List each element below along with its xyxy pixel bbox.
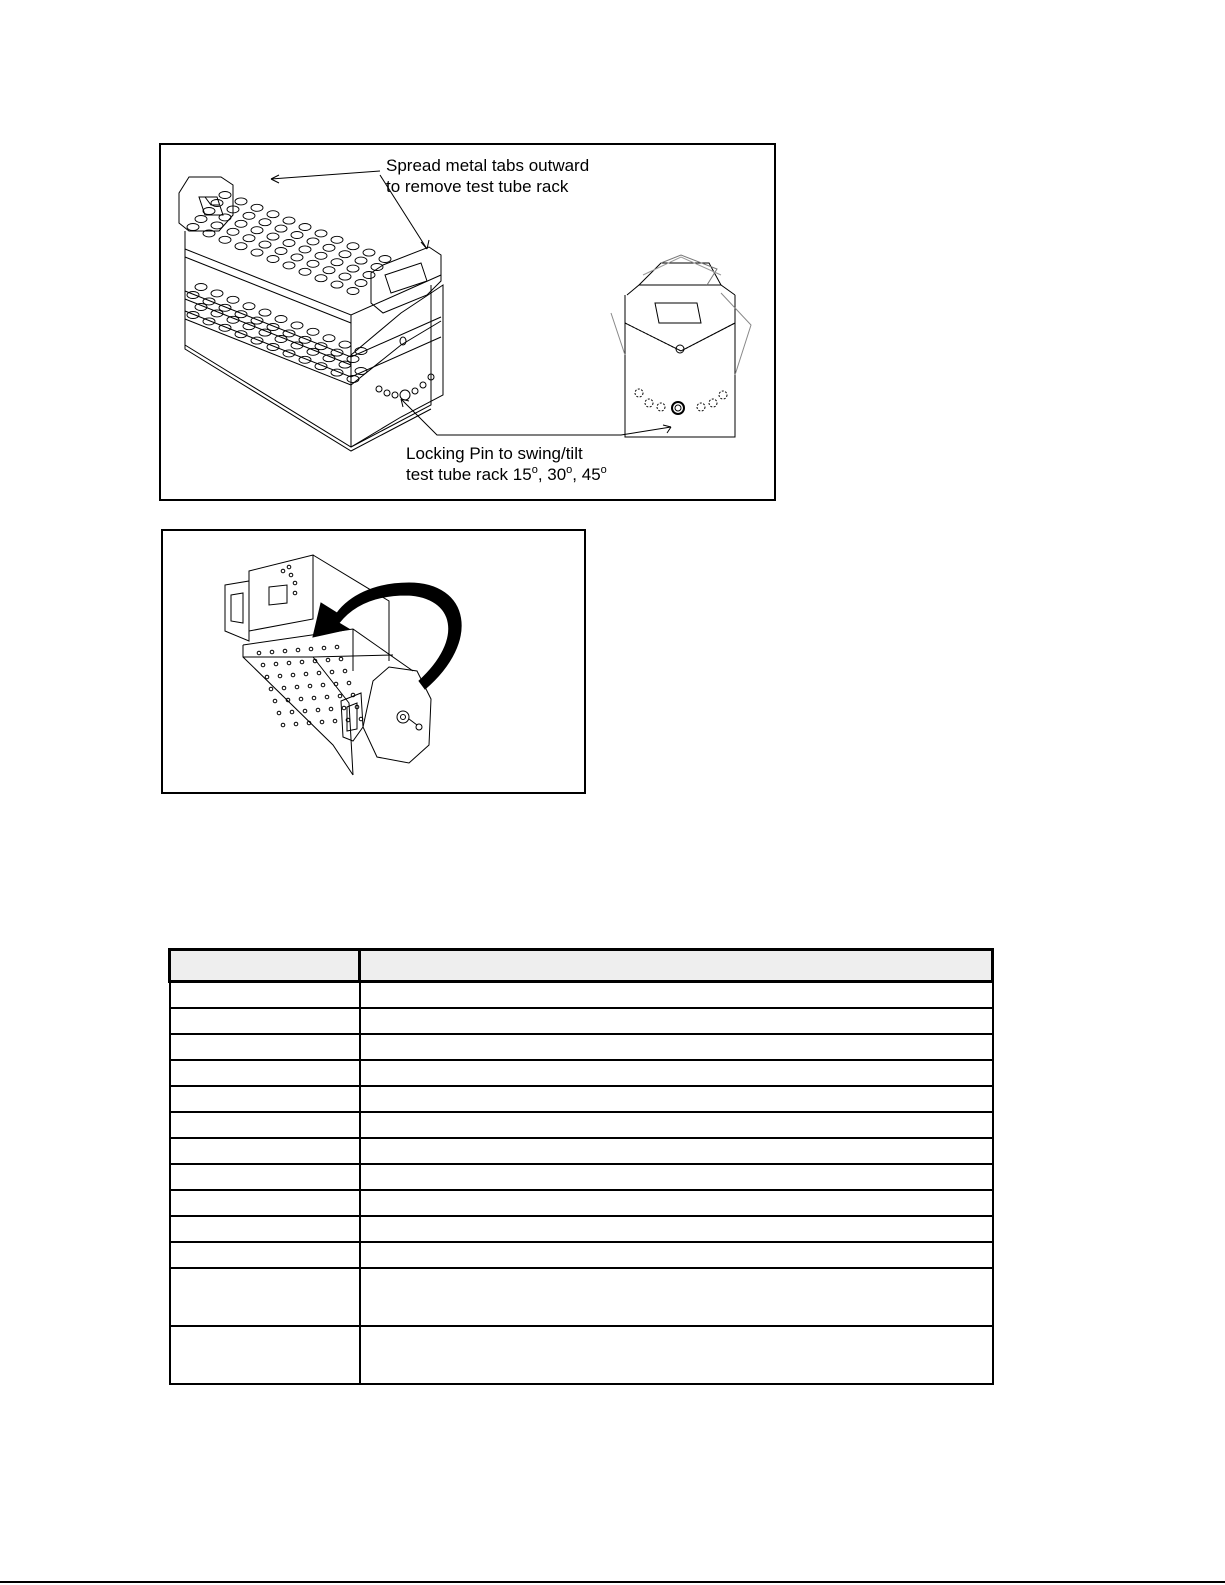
pin-angle-30: , 30 xyxy=(537,465,567,484)
degree-mark: o xyxy=(566,464,573,476)
table-cell xyxy=(170,1138,360,1164)
tray-hole xyxy=(261,663,265,667)
tube-hole xyxy=(299,356,311,363)
tube-hole xyxy=(187,224,199,231)
table-row xyxy=(170,1190,993,1216)
rack-rotation-illustration xyxy=(163,531,584,792)
tube-hole xyxy=(219,192,231,199)
tube-hole xyxy=(275,316,287,323)
tray-hole xyxy=(277,711,281,715)
table-cell xyxy=(170,1216,360,1242)
table-row xyxy=(170,1008,993,1034)
tube-hole xyxy=(307,328,319,335)
tube-hole xyxy=(203,318,215,325)
table-cell xyxy=(360,1164,993,1190)
tray-hole xyxy=(294,722,298,726)
tube-hole xyxy=(211,290,223,297)
tube-hole xyxy=(267,211,279,218)
tube-hole xyxy=(219,236,231,243)
tray-hole xyxy=(278,674,282,678)
tray-hole xyxy=(274,662,278,666)
tube-hole xyxy=(363,272,375,279)
pin-angle-15: test tube rack 15 xyxy=(406,465,532,484)
tray-hole xyxy=(347,681,351,685)
tray-hole xyxy=(312,696,316,700)
table-row xyxy=(170,1034,993,1060)
table-row xyxy=(170,1164,993,1190)
tube-hole xyxy=(307,238,319,245)
tube-hole xyxy=(235,198,247,205)
tray-hole xyxy=(330,670,334,674)
tray-hole xyxy=(322,646,326,650)
tray-hole xyxy=(270,650,274,654)
tube-hole xyxy=(227,296,239,303)
tube-hole xyxy=(251,227,263,234)
tray-hole xyxy=(325,695,329,699)
tray-hole xyxy=(333,719,337,723)
leader-line-tab-back xyxy=(271,171,380,179)
tray-hole xyxy=(257,651,261,655)
pin-hole-arc xyxy=(376,374,434,400)
tube-hole xyxy=(331,236,343,243)
table-row xyxy=(170,982,993,1008)
tray-hole xyxy=(339,657,343,661)
tube-hole xyxy=(259,219,271,226)
tube-hole xyxy=(251,337,263,344)
tray-hole xyxy=(299,697,303,701)
tray-hole xyxy=(317,671,321,675)
tray-hole xyxy=(265,675,269,679)
tube-hole xyxy=(187,312,199,319)
table-cell xyxy=(360,1268,993,1326)
tube-hole xyxy=(259,241,271,248)
tube-hole xyxy=(363,249,375,256)
degree-mark: o xyxy=(600,464,607,476)
tray-hole xyxy=(295,685,299,689)
tube-hole xyxy=(275,225,287,232)
table-cell xyxy=(360,1060,993,1086)
table-cell xyxy=(170,1242,360,1268)
tube-hole xyxy=(355,280,367,287)
table-header-cell xyxy=(170,950,360,982)
tube-hole xyxy=(299,224,311,231)
table-cell xyxy=(170,1086,360,1112)
tray-hole xyxy=(291,673,295,677)
tube-hole xyxy=(283,350,295,357)
table-header-row xyxy=(170,950,993,982)
tube-hole xyxy=(267,233,279,240)
table-row xyxy=(170,1086,993,1112)
tube-hole xyxy=(323,335,335,342)
table-cell xyxy=(360,1138,993,1164)
tube-hole xyxy=(291,254,303,261)
table-cell xyxy=(360,1216,993,1242)
table-row xyxy=(170,1216,993,1242)
table-cell xyxy=(170,1034,360,1060)
table-cell xyxy=(170,1112,360,1138)
table-cell xyxy=(170,1268,360,1326)
leader-line-pin xyxy=(401,399,671,435)
table-header-cell xyxy=(360,950,993,982)
table-cell xyxy=(360,1242,993,1268)
degree-mark: o xyxy=(531,464,538,476)
tray-hole xyxy=(296,648,300,652)
table-cell xyxy=(360,1034,993,1060)
tube-hole xyxy=(219,214,231,221)
tube-hole xyxy=(323,267,335,274)
tube-hole xyxy=(299,268,311,275)
tube-hole xyxy=(315,363,327,370)
tube-hole xyxy=(331,281,343,288)
tray-hole xyxy=(304,672,308,676)
tube-hole xyxy=(339,341,351,348)
rack-tilt-figure xyxy=(159,143,776,501)
table-cell xyxy=(360,1008,993,1034)
tray-hole xyxy=(283,649,287,653)
tray-hole xyxy=(300,660,304,664)
tray-hole xyxy=(303,709,307,713)
tube-hole xyxy=(307,260,319,267)
tube-hole xyxy=(235,331,247,338)
tray-hole xyxy=(343,669,347,673)
table-row xyxy=(170,1326,993,1384)
tray-hole xyxy=(273,699,277,703)
pin-instruction-line2 xyxy=(406,464,607,485)
tray-hole xyxy=(320,720,324,724)
tube-hole xyxy=(291,322,303,329)
tray-hole xyxy=(329,707,333,711)
tube-hole xyxy=(259,309,271,316)
table-cell xyxy=(170,1008,360,1034)
tube-hole xyxy=(219,324,231,331)
tube-hole xyxy=(243,212,255,219)
tube-hole xyxy=(251,204,263,211)
tube-hole xyxy=(315,252,327,259)
tube-hole xyxy=(323,244,335,251)
tube-hole xyxy=(187,292,199,299)
tube-hole xyxy=(227,228,239,235)
tube-hole xyxy=(299,246,311,253)
rack-rotation-figure xyxy=(161,529,586,794)
tube-hole xyxy=(203,208,215,215)
tube-hole xyxy=(339,251,351,258)
table-cell xyxy=(360,1086,993,1112)
tray-hole xyxy=(316,708,320,712)
tray-hole xyxy=(282,686,286,690)
tube-hole xyxy=(291,232,303,239)
specification-table xyxy=(168,948,994,1385)
tube-hole xyxy=(243,303,255,310)
rotate-rack-arrow-icon xyxy=(313,583,461,689)
tray-hole xyxy=(309,647,313,651)
tube-hole xyxy=(347,288,359,295)
tray-hole xyxy=(308,684,312,688)
tray-hole xyxy=(335,645,339,649)
tube-hole xyxy=(331,259,343,266)
table-cell xyxy=(170,982,360,1008)
table-row xyxy=(170,1112,993,1138)
swing-view-illustration xyxy=(611,255,751,437)
tube-hole xyxy=(347,265,359,272)
table-cell xyxy=(360,1326,993,1384)
tube-hole xyxy=(267,256,279,263)
tube-hole xyxy=(235,220,247,227)
table-cell xyxy=(360,982,993,1008)
tray-hole xyxy=(281,723,285,727)
tube-hole xyxy=(379,256,391,263)
pin-instruction-callout xyxy=(406,443,607,485)
tube-hole xyxy=(275,248,287,255)
tray-hole xyxy=(342,706,346,710)
tube-hole xyxy=(355,257,367,264)
tube-hole xyxy=(195,216,207,223)
table-row xyxy=(170,1138,993,1164)
table-cell xyxy=(170,1326,360,1384)
pin-angle-45: , 45 xyxy=(572,465,601,484)
tube-hole xyxy=(251,249,263,256)
tray-hole xyxy=(326,658,330,662)
table-cell xyxy=(170,1060,360,1086)
tube-hole xyxy=(235,243,247,250)
pin-instruction-line1: Locking Pin to swing/tilt xyxy=(406,444,583,463)
tube-hole xyxy=(283,217,295,224)
tube-hole xyxy=(211,222,223,229)
tube-hole xyxy=(267,344,279,351)
tube-hole xyxy=(347,243,359,250)
tray-hole xyxy=(269,687,273,691)
tube-hole xyxy=(315,275,327,282)
table-cell xyxy=(170,1190,360,1216)
table-row xyxy=(170,1060,993,1086)
tray-hole xyxy=(290,710,294,714)
tube-hole xyxy=(283,262,295,269)
table-cell xyxy=(170,1164,360,1190)
tube-hole xyxy=(315,230,327,237)
tray-hole xyxy=(287,661,291,665)
tray-hole xyxy=(321,683,325,687)
tab-instruction-line2: to remove test tube rack xyxy=(386,177,569,196)
table-cell xyxy=(360,1112,993,1138)
tube-hole xyxy=(243,235,255,242)
tube-hole xyxy=(195,284,207,291)
tube-hole xyxy=(339,273,351,280)
table-row xyxy=(170,1242,993,1268)
tab-instruction-line1: Spread metal tabs outward xyxy=(386,156,590,175)
tab-instruction-callout xyxy=(386,155,589,197)
tray-hole xyxy=(338,694,342,698)
tube-hole xyxy=(283,240,295,247)
table-cell xyxy=(360,1190,993,1216)
page-bottom-rule xyxy=(0,1581,1225,1583)
table-row xyxy=(170,1268,993,1326)
